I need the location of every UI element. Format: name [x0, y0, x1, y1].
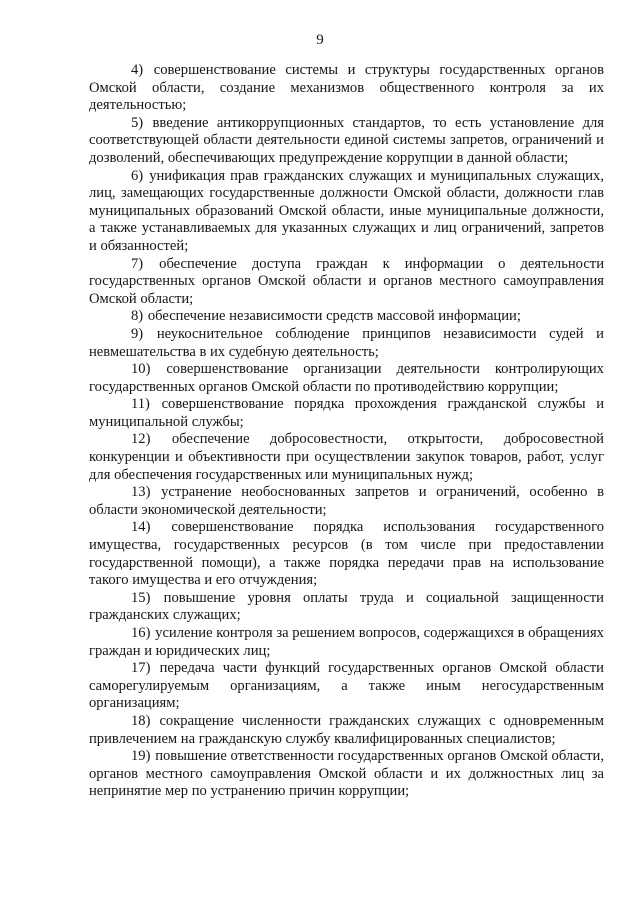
list-item-13	[89, 484, 604, 519]
page-number: 9	[316, 32, 324, 48]
item-number: 7)	[131, 255, 144, 272]
list-item-15	[89, 590, 604, 625]
item-number: 16)	[131, 625, 151, 641]
item-number: 8)	[131, 308, 144, 325]
item-text: устранение необоснованных запретов и ограничений, особенно в области экономической деятельности;	[89, 484, 604, 518]
item-number: 10)	[131, 361, 151, 378]
list-item-7	[89, 256, 604, 309]
list-item-12	[89, 431, 604, 484]
list-item-10	[89, 361, 604, 396]
list-item-17	[89, 660, 604, 713]
item-number: 4)	[131, 62, 144, 78]
list-item-4	[89, 62, 604, 115]
item-text: совершенствование системы и структуры государственных органов Омской области, создание механизмов общественного контроля за их деятельностью;	[89, 62, 604, 114]
item-number: 14)	[131, 519, 151, 536]
item-number: 6)	[131, 167, 144, 184]
item-number: 13)	[131, 484, 151, 501]
document-body	[89, 62, 604, 801]
item-number: 5)	[131, 114, 144, 131]
item-number: 18)	[131, 712, 151, 729]
list-item-18	[89, 713, 604, 748]
list-item-11	[89, 396, 604, 431]
item-text: совершенствование порядка использования государственного имущества, государственных ресурсов (в том числе при предоставлении государственной помощи), а также порядка передачи прав на использование такого имущества и его отчуждения;	[89, 519, 604, 589]
list-item-9	[89, 326, 604, 361]
list-item-19	[89, 748, 604, 801]
list-item-14	[89, 519, 604, 589]
item-text: совершенствование порядка прохождения гражданской службы и муниципальной службы;	[89, 396, 604, 430]
item-text: обеспечение независимости средств массовой информации;	[147, 308, 521, 325]
list-item-6	[89, 168, 604, 256]
item-text: неукоснительное соблюдение принципов независимости судей и невмешательства в их судебную деятельность;	[89, 325, 604, 360]
item-text: совершенствование организации деятельности контролирующих государственных органов Омской области по противодействию коррупции;	[89, 361, 604, 395]
list-item-8	[89, 308, 604, 326]
item-text: повышение ответственности государственных органов Омской области, органов местного самоуправления Омской области и их должностных лиц за непринятие мер по устранению причин коррупции;	[89, 748, 604, 800]
item-number: 19)	[131, 748, 151, 765]
item-number: 9)	[131, 325, 144, 342]
list-item-16	[89, 625, 604, 660]
item-text: повышение уровня оплаты труда и социальной защищенности гражданских служащих;	[89, 589, 604, 624]
item-text: унификация прав гражданских служащих и муниципальных служащих, лиц, замещающих государственные должности Омской области, должности глав муниципальных образований Омской области, иные муниципальные должности, а также устанавливаемых для указанных служащих и лиц ограничений, запретов и обязанностей;	[89, 167, 604, 254]
item-text: передача части функций государственных органов Омской области саморегулируемым организациям, а также иным негосударственным организациям;	[89, 660, 604, 712]
item-number: 11)	[131, 396, 150, 413]
item-text: обеспечение добросовестности, открытости, добросовестной конкуренции и объективности при осуществлении закупок товаров, работ, услуг для обеспечения государственных или муниципальных нужд;	[89, 431, 604, 483]
item-number: 12)	[131, 431, 151, 448]
item-text: обеспечение доступа граждан к информации о деятельности государственных органов Омской области и органов местного самоуправления Омской области;	[89, 255, 604, 307]
item-number: 17)	[131, 660, 151, 677]
item-text: усиление контроля за решением вопросов, содержащихся в обращениях граждан и юридических лиц;	[89, 625, 604, 659]
item-text: сокращение численности гражданских служащих с одновременным привлечением на гражданскую службу квалифицированных специалистов;	[89, 712, 604, 747]
item-number: 15)	[131, 589, 151, 606]
list-item-5	[89, 115, 604, 168]
item-text: введение антикоррупционных стандартов, то есть установление для соответствующей области деятельности единой системы запретов, ограничений и дозволений, обеспечивающих предупреждение коррупции в данной области;	[89, 114, 604, 166]
